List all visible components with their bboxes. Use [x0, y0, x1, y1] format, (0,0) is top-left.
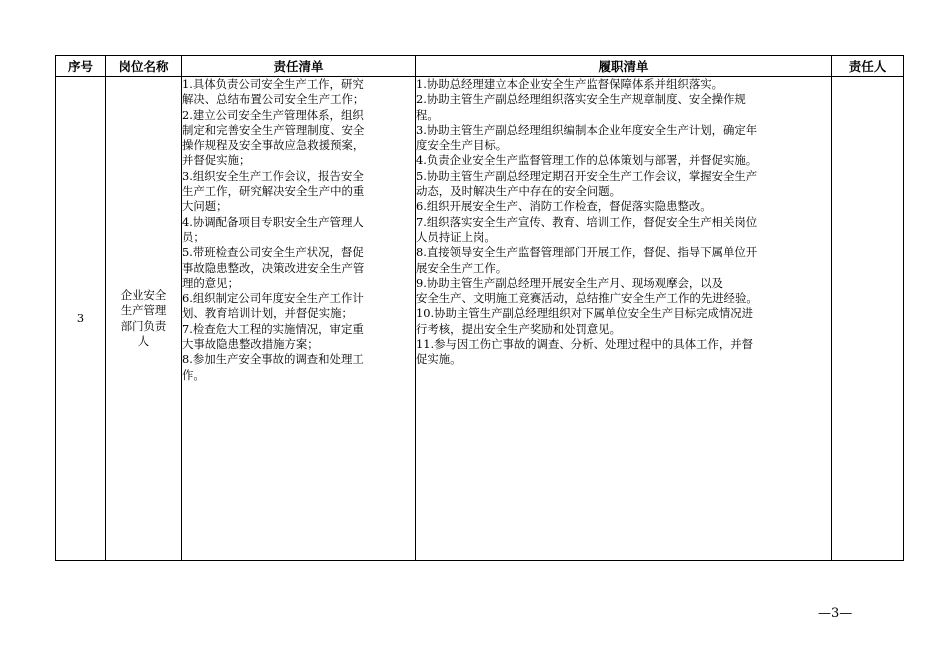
responsibility-line: 5.带班检查公司安全生产状况，督促 — [182, 245, 364, 260]
performance-line: 6.组织开展安全生产、消防工作检查，督促落实隐患整改。 — [416, 199, 712, 214]
responsibility-line: 2.建立公司安全生产管理体系，组织 — [182, 107, 364, 122]
responsibility-line: 员； — [182, 229, 205, 244]
performance-line: 10.协助主管生产副总经理组织对下属单位安全生产目标完成情况进 — [416, 306, 754, 321]
responsibility-line: 理的意见； — [182, 275, 239, 290]
performance-line: 行考核，提出安全生产奖励和处罚意见。 — [416, 321, 622, 336]
post-line: 人 — [137, 333, 150, 348]
header-person: 责任人 — [832, 56, 904, 77]
performance-line: 人员持证上岗。 — [416, 229, 496, 244]
performance-line: 7.组织落实安全生产宣传、教育、培训工作，督促安全生产相关岗位 — [416, 214, 758, 229]
responsibility-line: 4.协调配备项目专职安全生产管理人 — [182, 214, 364, 229]
page-number: —3— — [818, 606, 853, 621]
responsibility-line: 并督促实施； — [182, 153, 251, 168]
performance-line: 安全生产、文明施工竞赛活动，总结推广安全生产工作的先进经验。 — [416, 291, 758, 306]
responsibility-line: 大事故隐患整改措施方案； — [182, 337, 319, 352]
responsibility-line: 事故隐患整改，决策改进安全生产管 — [182, 260, 365, 275]
performance-line: 展安全生产工作。 — [416, 260, 508, 275]
responsibility-line: 生产工作，研究解决安全生产中的重 — [182, 184, 365, 199]
performance-line: 9.协助主管生产副总经理开展安全生产月、现场观摩会，以及 — [416, 275, 724, 290]
performance-line: 5.协助主管生产副总经理定期召开安全生产工作会议，掌握安全生产 — [416, 168, 758, 183]
person-cell — [832, 77, 904, 561]
responsibility-line: 大问题； — [182, 199, 228, 214]
duty-table — [55, 55, 904, 561]
responsibility-line: 1.具体负责公司安全生产工作，研究 — [182, 77, 364, 91]
performance-cell — [416, 77, 832, 561]
performance-line: 度安全生产目标。 — [416, 138, 508, 153]
performance-line: 3.协助主管生产副总经理组织编制本企业年度安全生产计划，确定年 — [416, 122, 758, 137]
performance-line: 程。 — [416, 107, 439, 122]
header-seq: 序号 — [56, 56, 106, 77]
performance-line: 1.协助总经理建立本企业安全生产监督保障体系并组织落实。 — [416, 77, 724, 91]
header-performance: 履职清单 — [416, 56, 832, 77]
performance-line: 动态，及时解决生产中存在的安全问题。 — [416, 184, 622, 199]
post-line: 部门负责 — [120, 318, 167, 333]
responsibility-line: 6.组织制定公司年度安全生产工作计 — [182, 291, 364, 306]
post-cell — [106, 77, 182, 561]
responsibility-line: 解决、总结布置公司安全生产工作； — [182, 92, 365, 107]
responsibility-line: 制定和完善安全生产管理制度、安全 — [182, 122, 365, 137]
header-row — [56, 56, 904, 77]
responsibility-line: 3.组织安全生产工作会议，报告安全 — [182, 168, 364, 183]
post-line: 生产管理 — [120, 303, 167, 318]
performance-line: 4.负责企业安全生产监督管理工作的总体策划与部署，并督促实施。 — [416, 153, 758, 168]
responsibility-line: 8.参加生产安全事故的调查和处理工 — [182, 352, 364, 367]
responsibility-line: 划、教育培训计划，并督促实施； — [182, 306, 353, 321]
responsibility-line: 操作规程及安全事故应急救援预案， — [182, 138, 365, 153]
responsibility-line: 作。 — [182, 367, 205, 382]
table-row — [56, 77, 904, 561]
responsibility-cell — [182, 77, 416, 561]
performance-line: 促实施。 — [416, 352, 462, 367]
seq-cell: 3 — [56, 77, 106, 561]
performance-line: 8.直接领导安全生产监督管理部门开展工作，督促、指导下属单位开 — [416, 245, 758, 260]
header-post: 岗位名称 — [106, 56, 182, 77]
responsibility-line: 7.检查危大工程的实施情况，审定重 — [182, 321, 364, 336]
performance-line: 2.协助主管生产副总经理组织落实安全生产规章制度、安全操作规 — [416, 92, 746, 107]
performance-line: 11.参与因工伤亡事故的调查、分析、处理过程中的具体工作，并督 — [416, 337, 754, 352]
post-line: 企业安全 — [120, 287, 167, 302]
header-responsibility: 责任清单 — [182, 56, 416, 77]
